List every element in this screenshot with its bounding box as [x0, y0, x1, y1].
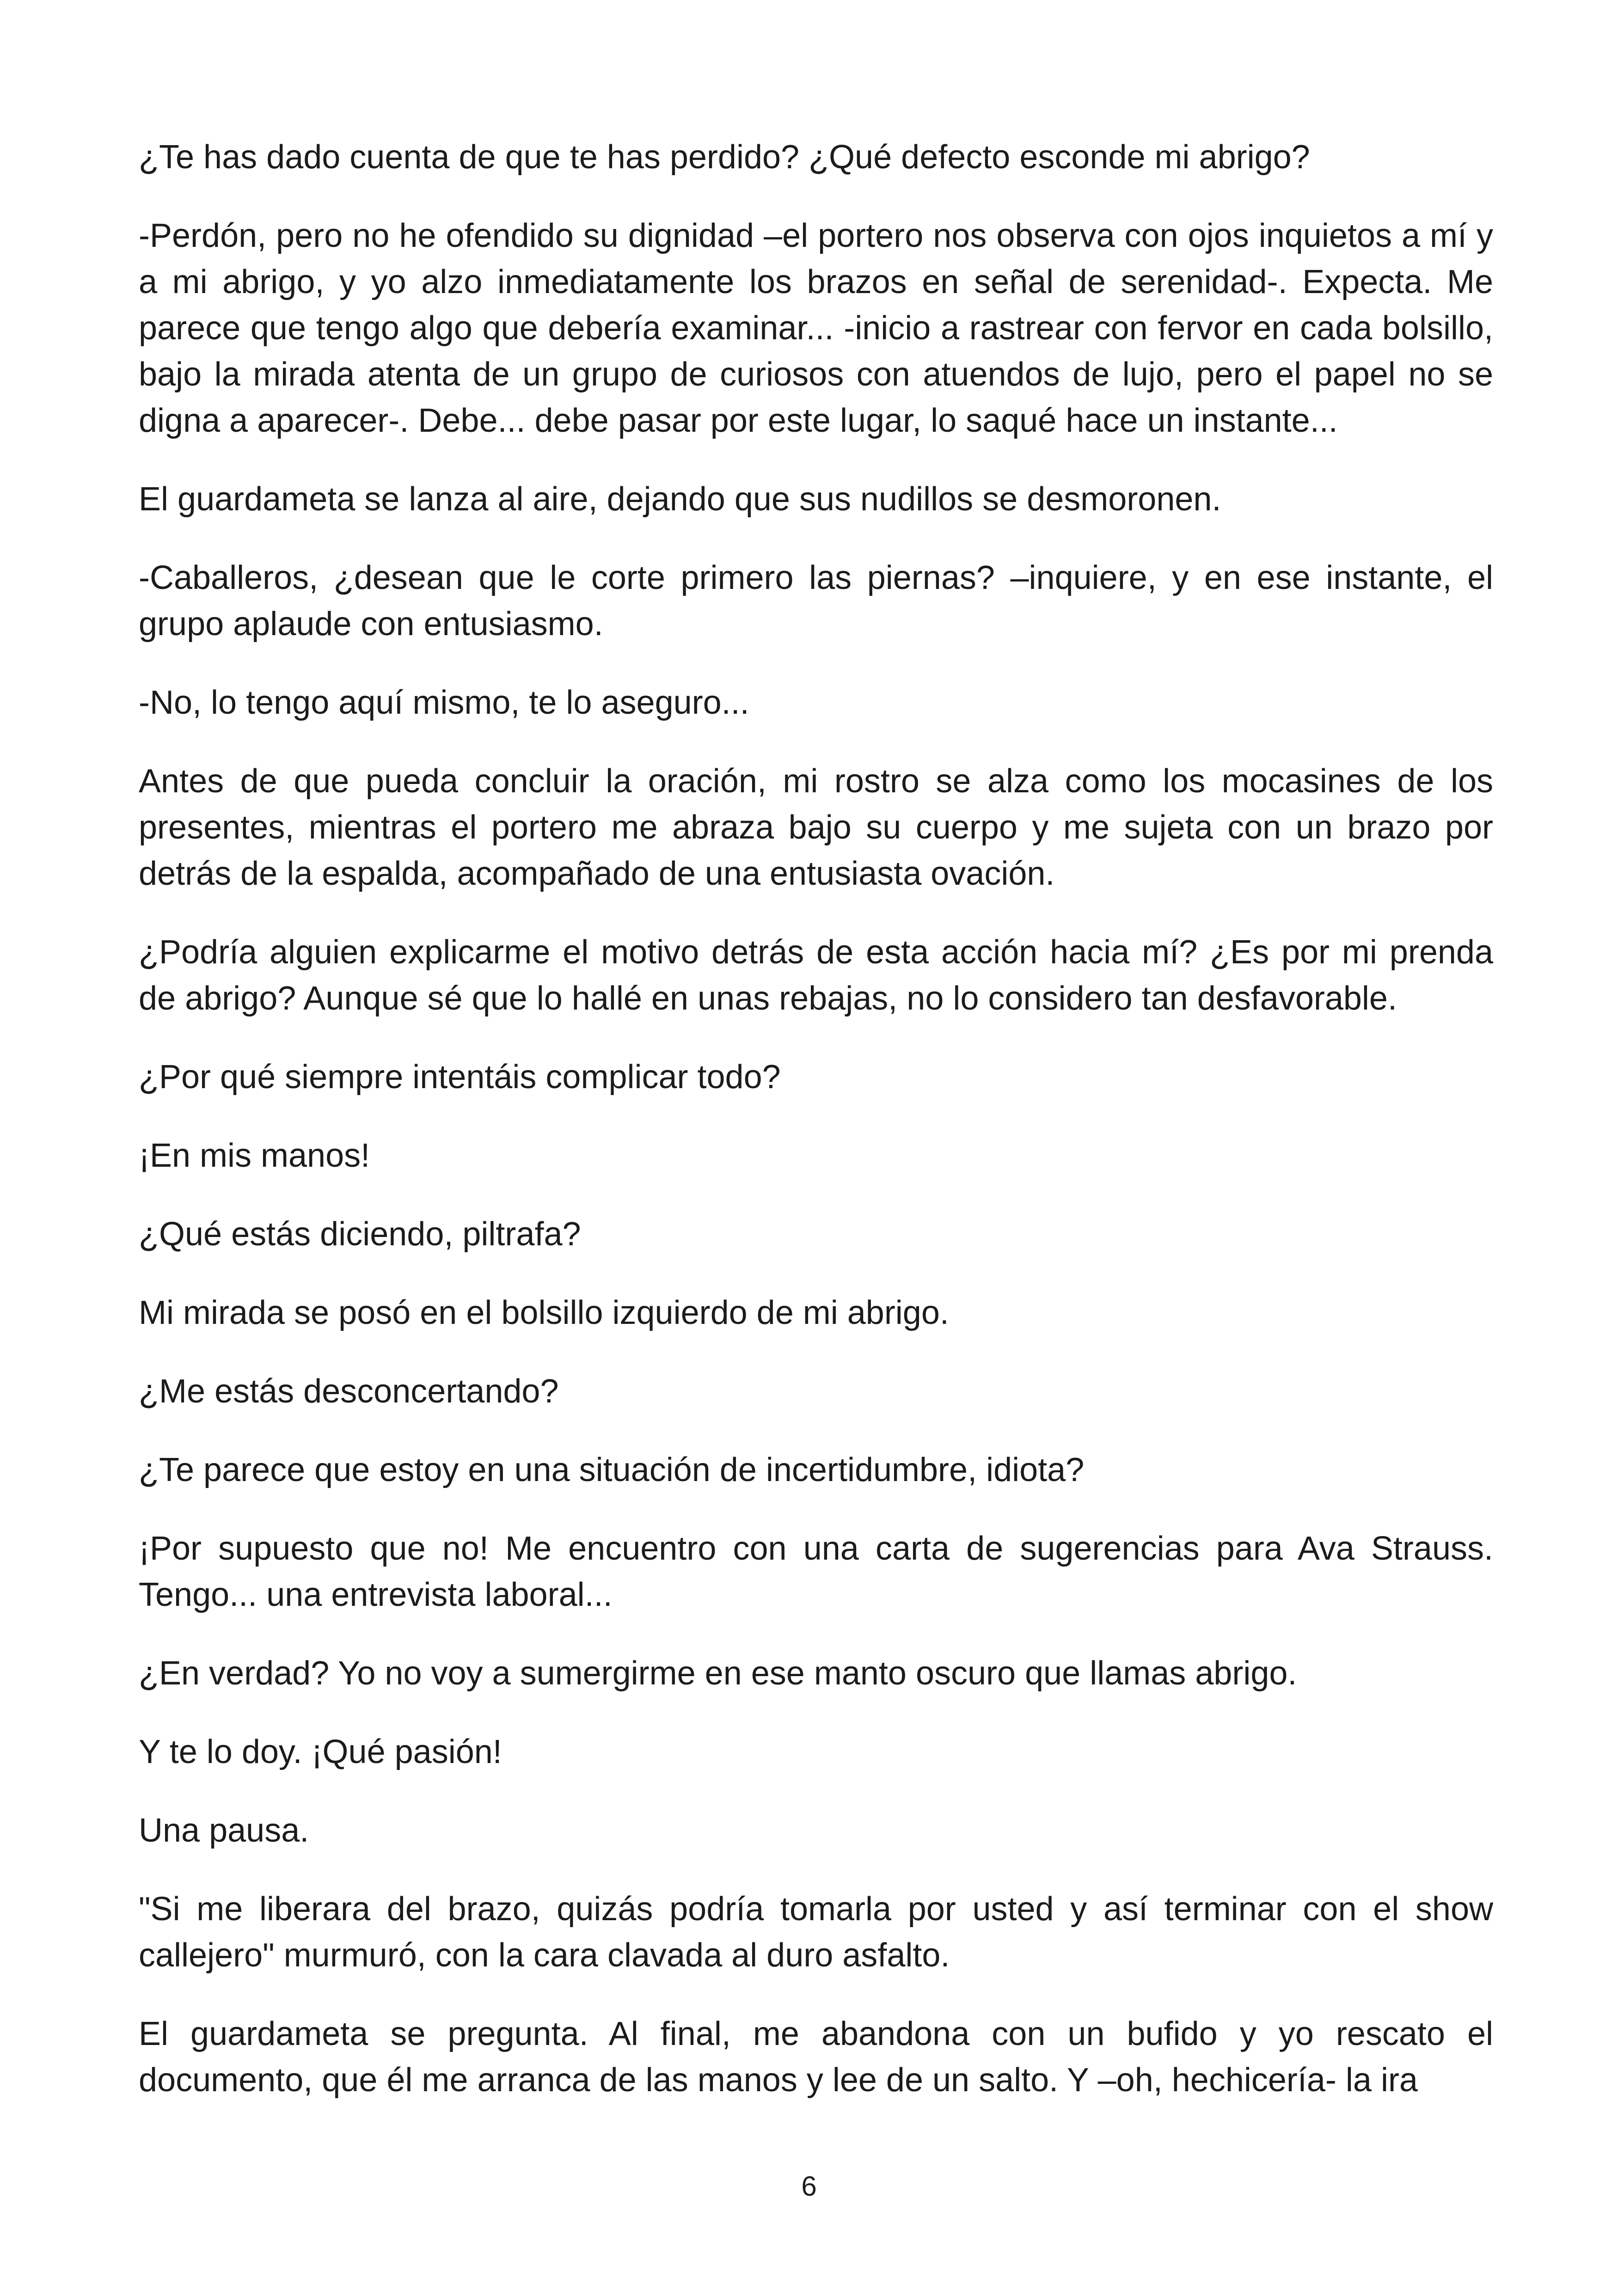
paragraph: ¿Podría alguien explicarme el motivo detrás de esta acción hacia mí? ¿Es por mi prenda de abrigo? Aunque sé que lo hallé en unas rebajas, no lo considero tan desfavorable. — [139, 934, 1493, 1017]
paragraph: -Perdón, pero no he ofendido su dignidad –el portero nos observa con ojos inquietos a mí y a mi abrigo, y yo alzo inmediatamente los brazos en señal de serenidad-. Expecta. Me parece que tengo algo que debería examinar... -inicio a rastrear con fervor en cada bolsillo, bajo la mirada atenta de un grupo de curiosos con atuendos de lujo, pero el papel no se digna a aparecer-. Debe... debe pasar por este lugar, lo saqué hace un instante... — [139, 217, 1493, 439]
paragraph: "Si me liberara del brazo, quizás podría tomarla por usted y así terminar con el show callejero" murmuró, con la cara clavada al duro asfalto. — [139, 1891, 1493, 1974]
paragraph: ¡En mis manos! — [139, 1137, 370, 1174]
paragraph: El guardameta se lanza al aire, dejando que sus nudillos se desmoronen. — [139, 481, 1221, 518]
paragraph: -No, lo tengo aquí mismo, te lo aseguro... — [139, 684, 749, 721]
paragraph: -Caballeros, ¿desean que le corte primero las piernas? –inquiere, y en ese instante, el grupo aplaude con entusiasmo. — [139, 559, 1493, 643]
paragraph: ¿Te has dado cuenta de que te has perdido? ¿Qué defecto esconde mi abrigo? — [139, 139, 1310, 176]
paragraph: ¿Me estás desconcertando? — [139, 1373, 559, 1410]
paragraph: ¡Por supuesto que no! Me encuentro con una carta de sugerencias para Ava Strauss. Tengo... una entrevista laboral... — [139, 1530, 1493, 1613]
page-number: 6 — [801, 2171, 817, 2202]
paragraph: ¿Te parece que estoy en una situación de incertidumbre, idiota? — [139, 1451, 1085, 1488]
paragraph: Antes de que pueda concluir la oración, mi rostro se alza como los mocasines de los presentes, mientras el portero me abraza bajo su cuerpo y me sujeta con un brazo por detrás de la espalda, acompañado de una entusiasta ovación. — [139, 763, 1493, 892]
paragraph: Y te lo doy. ¡Qué pasión! — [139, 1733, 502, 1770]
paragraph: Mi mirada se posó en el bolsillo izquierdo de mi abrigo. — [139, 1294, 949, 1331]
paragraph: ¿Por qué siempre intentáis complicar todo? — [139, 1059, 781, 1096]
paragraph: ¿En verdad? Yo no voy a sumergirme en ese manto oscuro que llamas abrigo. — [139, 1655, 1297, 1692]
body-text — [139, 134, 1493, 2103]
paragraph: El guardameta se pregunta. Al final, me abandona con un bufido y yo rescato el documento, que él me arranca de las manos y lee de un salto. Y –oh, hechicería- la ira — [139, 2015, 1493, 2099]
paragraph: Una pausa. — [139, 1812, 309, 1849]
paragraph: ¿Qué estás diciendo, piltrafa? — [139, 1216, 581, 1253]
